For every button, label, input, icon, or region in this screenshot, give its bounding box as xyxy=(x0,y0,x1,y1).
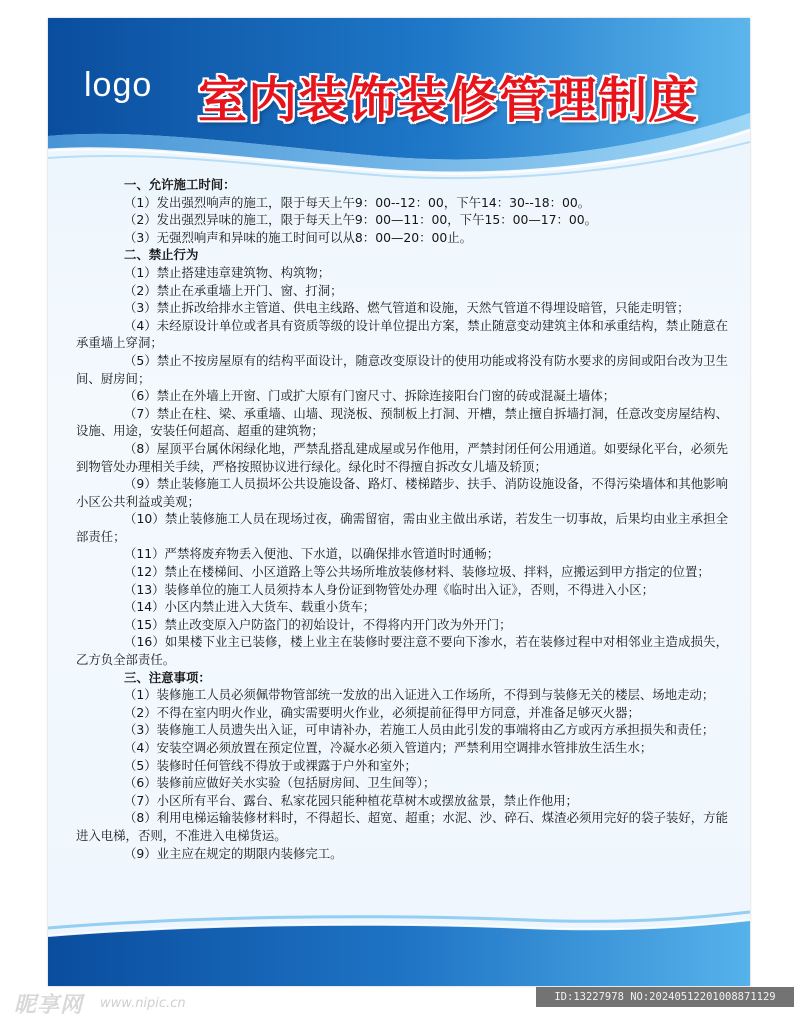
list-item: （12）禁止在楼梯间、小区道路上等公共场所堆放装修材料、装修垃圾、拌料，应搬运到甲方指定的位置； xyxy=(124,564,710,580)
list-item: （11）严禁将废弃物丢入便池、下水道，以确保排水管道时时通畅； xyxy=(124,546,500,562)
list-item: （4）未经原设计单位或者具有资质等级的设计单位提出方案，禁止随意变动建筑主体和承重结构，禁止随意在承重墙上穿洞； xyxy=(76,317,728,351)
poster xyxy=(48,18,750,986)
list-item: （1）装修施工人员必须佩带物管部统一发放的出入证进入工作场所，不得到与装修无关的楼层、场地走动； xyxy=(124,687,715,703)
list-item: （9）禁止装修施工人员损坏公共设施设备、路灯、楼梯踏步、扶手、消防设施设备，不得污染墙体和其他影响小区公共利益或美观； xyxy=(76,476,728,509)
list-item: （7）禁止在柱、梁、承重墙、山墙、现浇板、预制板上打洞、开槽，禁止擅自拆墙打洞，任意改变房屋结构、设施、用途，安装任何超高、超重的建筑物； xyxy=(76,405,728,439)
list-item: （2）禁止在承重墙上开门、窗、打洞； xyxy=(124,282,343,298)
list-item: （16）如果楼下业主已装修，楼上业主在装修时要注意不要向下渗水，若在装修过程中对相邻业主造成损失，乙方负全部责任。 xyxy=(76,634,728,668)
list-item: （9）业主应在规定的期限内装修完工。 xyxy=(124,845,343,861)
footer-wave-band xyxy=(48,906,750,986)
list-item: （15）禁止改变原入户防盗门的初始设计，不得将内开门改为外开门； xyxy=(124,616,512,632)
watermark-url: www.nipic.cn xyxy=(100,996,186,1011)
list-item: （1）禁止搭建违章建筑物、构筑物； xyxy=(124,264,331,280)
section-title-prohibited-acts: 二、禁止行为 xyxy=(124,247,199,263)
list-item: （2）发出强烈异味的施工，限于每天上午9：00—11：00，下午15：00—17：00。 xyxy=(124,212,598,228)
section-title-allowed-hours: 一、允许施工时间： xyxy=(124,177,236,192)
list-item: （14）小区内禁止进入大货车、载重小货车； xyxy=(124,599,376,615)
poster-title: 室内装饰装修管理制度 xyxy=(198,72,699,129)
list-item: （8）利用电梯运输装修材料时，不得超长、超宽、超重；水泥、沙、碎石、煤渣必须用完好的袋子装好，方能进入电梯，否则，不准进入电梯货运。 xyxy=(76,810,728,843)
list-item: （3）装修施工人员遗失出入证，可申请补办，若施工人员由此引发的事端将由乙方或丙方承担损失和责任； xyxy=(124,722,715,738)
list-item: （3）禁止拆改给排水主管道、供电主线路、燃气管道和设施，天然气管道不得埋设暗管，只能走明管； xyxy=(124,300,690,316)
list-item: （6）禁止在外墙上开窗、门或扩大原有门窗尺寸、拆除连接阳台门窗的砖或混凝土墙体； xyxy=(124,388,616,404)
list-item: （5）禁止不按房屋原有的结构平面设计，随意改变原设计的使用功能或将没有防水要求的房间或阳台改为卫生间、厨房间； xyxy=(76,352,728,386)
list-item: （7）小区所有平台、露台、私家花园只能种植花草树木或摆放盆景，禁止作他用； xyxy=(124,792,578,808)
list-item: （1）发出强烈响声的施工，限于每天上午9：00--12：00，下午14：30--18：00。 xyxy=(124,194,591,210)
logo-placeholder: logo xyxy=(84,66,153,104)
list-item: （4）安装空调必须放置在预定位置，冷凝水必须入管道内；严禁利用空调排水管排放生活生水； xyxy=(124,740,653,755)
section-title-notes: 三、注意事项： xyxy=(124,669,211,685)
list-item: （5）装修时任何管线不得放于或裸露于户外和室外； xyxy=(124,757,417,773)
list-item: （13）装修单位的施工人员须持本人身份证到物管处办理《临时出入证》，否则，不得进入小区； xyxy=(124,581,654,597)
list-item: （6）装修前应做好关水实验（包括厨房间、卫生间等）； xyxy=(124,775,436,791)
watermark-logo: 昵享网 xyxy=(14,993,84,1018)
list-item: （2）不得在室内明火作业，确实需要明火作业，必须提前征得甲方同意，并准备足够灭火器； xyxy=(124,704,640,720)
list-item: （8）屋顶平台属休闲绿化地，严禁乱搭乱建成屋或另作他用，严禁封闭任何公用通道。如要绿化平台，必须先到物管处办理相关手续，严格按照协议进行绿化。绿化时不得擅自拆改女儿墙及轿顶； xyxy=(76,440,728,474)
regulation-content xyxy=(76,176,728,862)
list-item: （3）无强烈响声和异味的施工时间可以从8：00—20：00止。 xyxy=(124,229,473,245)
list-item: （10）禁止装修施工人员在现场过夜，确需留宿，需由业主做出承诺，若发生一切事故，后果均由业主承担全部责任； xyxy=(76,511,728,544)
image-id-label: ID:13227978 NO:20240512201008871129 xyxy=(536,987,794,1007)
